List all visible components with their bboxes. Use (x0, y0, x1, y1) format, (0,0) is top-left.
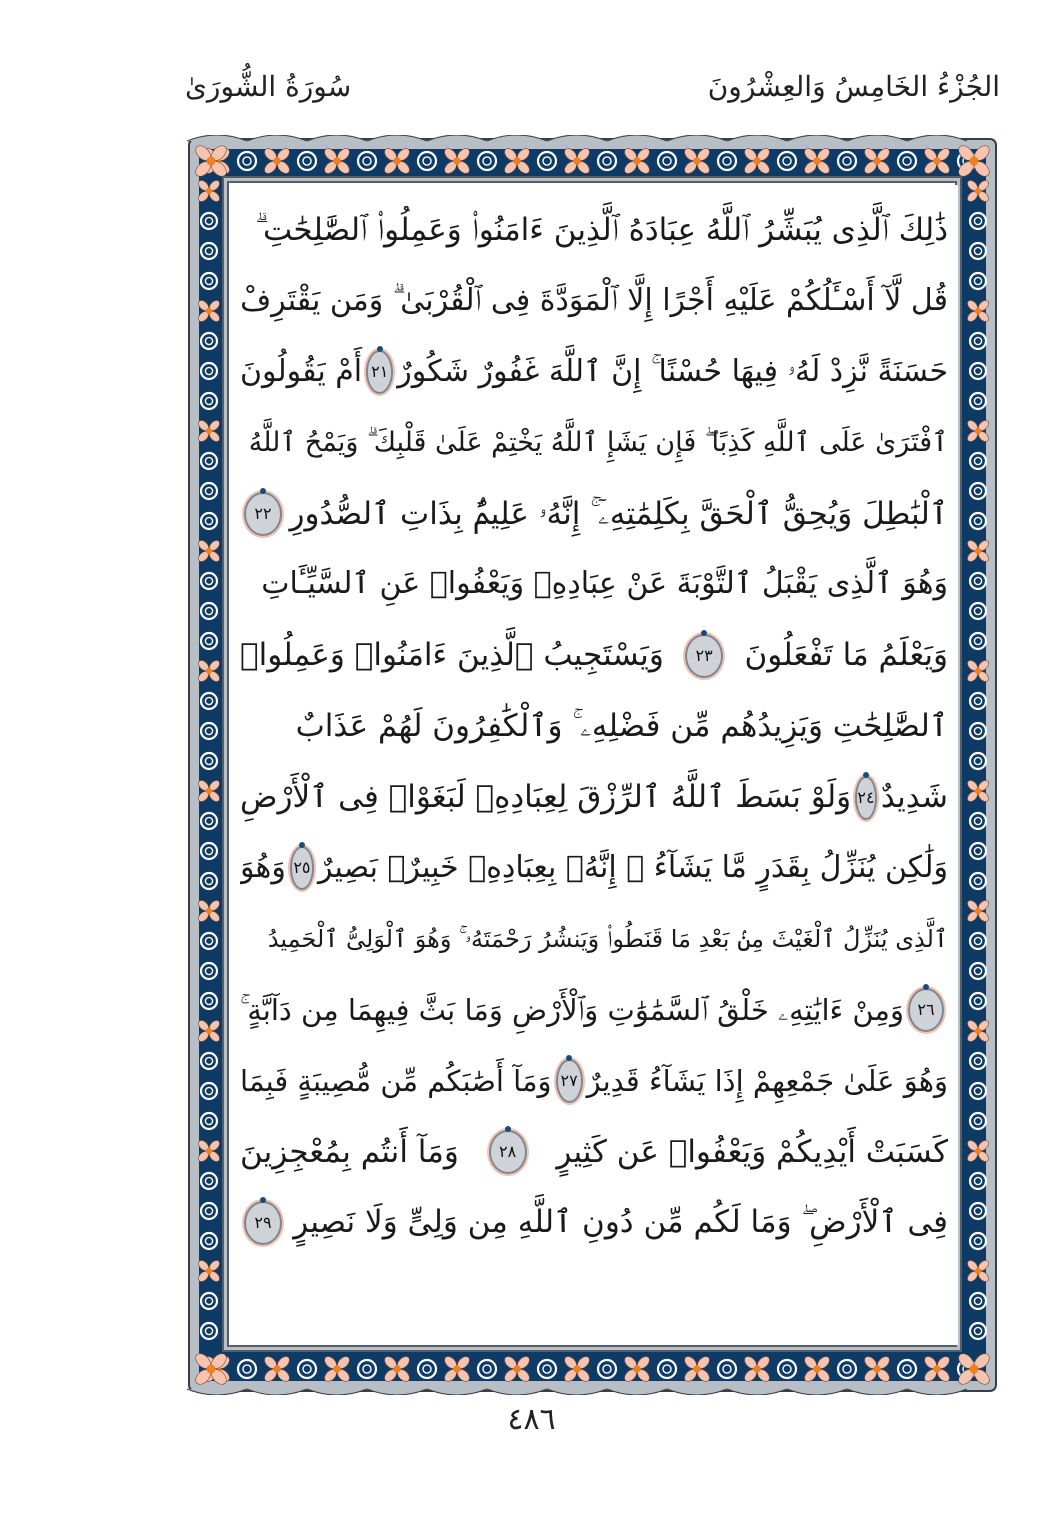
verse-line (240, 904, 948, 975)
verse-line (240, 691, 948, 762)
scallop-bottom (787, 1389, 847, 1395)
verse-text: قُل لَّآ أَسْـَٔلُكُمْ عَلَيْهِ أَجْرًا إِلَّا ٱلْمَوَدَّةَ فِى ٱلْقُرْبَىٰ ۗ وَمَن يَقْتَرِفْ (240, 282, 948, 318)
flower-center (206, 668, 212, 674)
verse-line (240, 479, 948, 550)
verse-line (240, 975, 948, 1046)
verse-line (240, 833, 948, 904)
flower-center (813, 157, 820, 164)
flower-center (333, 157, 340, 164)
flower-center (753, 1365, 760, 1372)
verse-lines (240, 195, 948, 1335)
flower-center (975, 428, 981, 434)
verse-text: وَمَآ أَصَٰبَكُم مِّن مُّصِيبَةٍ فَبِمَا (240, 1063, 552, 1098)
page-header (185, 70, 1000, 110)
scallop-top (727, 135, 787, 141)
scallop-bottom (547, 1389, 607, 1395)
verse-text: ذَٰلِكَ ٱلَّذِى يُبَشِّرُ ٱللَّهُ عِبَادَهُ ٱلَّذِينَ ءَامَنُوا۟ وَعَمِلُوا۟ ٱلصَّٰلِحَٰتِ ۗ (255, 212, 948, 248)
flower-center (975, 188, 981, 194)
verse-line (240, 549, 948, 620)
ayah-number-marker: ٢٢ (244, 492, 282, 536)
flower-center (206, 1028, 212, 1034)
flower-center (206, 788, 212, 794)
verse-text: وَهُوَ (240, 850, 286, 886)
scallop-top (427, 135, 487, 141)
flower-center (206, 188, 212, 194)
scallop-bottom (607, 1389, 667, 1395)
scallop-bottom (187, 1389, 247, 1395)
verse-text: وَلَوْ بَسَطَ ٱللَّهُ ٱلرِّزْقَ لِعِبَادِهِۦ لَبَغَوْا۟ فِى ٱلْأَرْضِ (240, 779, 852, 816)
flower-center (975, 788, 981, 794)
flower-center (693, 1365, 700, 1372)
scallop-top (367, 135, 427, 141)
scallop-top (247, 135, 307, 141)
flower-center (206, 908, 212, 914)
surah-title: سُورَةُ الشُّورَىٰ (185, 70, 352, 103)
verse-text: أَمْ يَقُولُونَ (240, 353, 363, 389)
flower-center (933, 157, 940, 164)
flower-center (970, 1365, 979, 1374)
flower-center (273, 157, 280, 164)
scallop-bottom (667, 1389, 727, 1395)
ayah-number-marker: ٢٣ (685, 634, 723, 678)
verse-line (240, 408, 948, 479)
flower-center (273, 1365, 280, 1372)
flower-center (873, 157, 880, 164)
verse-text: حَسَنَةً نَّزِدْ لَهُۥ فِيهَا حُسْنًا ۚ إِنَّ ٱللَّهَ غَفُورٌ شَكُورٌ (397, 353, 948, 389)
flower-center (207, 1365, 216, 1374)
ayah-number-marker: ٢٩ (244, 1201, 282, 1245)
flower-center (693, 157, 700, 164)
flower-center (207, 157, 216, 166)
flower-center (975, 1028, 981, 1034)
scallop-top (547, 135, 607, 141)
flower-center (975, 908, 981, 914)
ayah-number-marker: ٢٧ (556, 1059, 583, 1103)
scallop-bottom (487, 1389, 547, 1395)
flower-center (393, 1365, 400, 1372)
verse-line (240, 762, 948, 833)
verse-text: ٱلَّذِى يُنَزِّلُ ٱلْغَيْثَ مِنۢ بَعْدِ مَا قَنَطُوا۟ وَيَنشُرُ رَحْمَتَهُۥ ۚ وَهُوَ ٱلْوَلِىُّ ٱلْحَمِيدُ (267, 924, 948, 953)
juz-title: الجُزْءُ الخَامِسُ وَالعِشْرُونَ (707, 70, 1000, 103)
verse-text: ٱلصَّٰلِحَٰتِ وَيَزِيدُهُم مِّن فَضْلِهِۦ ۚ وَٱلْكَٰفِرُونَ لَهُمْ عَذَابٌ (295, 708, 948, 745)
scallop-top (487, 135, 547, 141)
flower-center (975, 1148, 981, 1154)
verse-text: وَمَآ أَنتُم بِمُعْجِزِينَ (240, 1133, 459, 1170)
scallop-top (187, 135, 247, 141)
scallop-bottom (847, 1389, 907, 1395)
flower-center (633, 157, 640, 164)
verse-text: ٱفْتَرَىٰ عَلَى ٱللَّهِ كَذِبًا ۖ فَإِن يَشَإِ ٱللَّهُ يَخْتِمْ عَلَىٰ قَلْبِكَ ۗ وَيَمْحُ ٱللَّهُ (248, 426, 948, 458)
ayah-number-marker: ٢٨ (489, 1130, 527, 1174)
ayah-number-marker: ٢٥ (290, 846, 314, 890)
verse-line (240, 1187, 948, 1258)
verse-line (240, 1117, 948, 1188)
verse-line (240, 337, 948, 408)
scallop-top (667, 135, 727, 141)
flower-center (573, 1365, 580, 1372)
verse-text: فِى ٱلْأَرْضِ ۖ وَمَا لَكُم مِّن دُونِ ٱللَّهِ مِن وَلِىٍّ وَلَا نَصِيرٍ (293, 1204, 948, 1241)
flower-center (513, 157, 520, 164)
ayah-number-marker: ٢٤ (855, 776, 877, 820)
flower-center (206, 1268, 212, 1274)
flower-center (453, 157, 460, 164)
scallop-bottom (727, 1389, 787, 1395)
verse-line (240, 620, 948, 691)
flower-center (573, 157, 580, 164)
verse-line (240, 1046, 948, 1117)
flower-center (206, 428, 212, 434)
verse-text: كَسَبَتْ أَيْدِيكُمْ وَيَعْفُوا۟ عَن كَثِيرٍ (556, 1133, 948, 1170)
verse-text: وَلَٰكِن يُنَزِّلُ بِقَدَرٍ مَّا يَشَآءُ ۚ إِنَّهُۥ بِعِبَادِهِۦ خَبِيرٌۢ بَصِيرٌ (318, 850, 948, 886)
scallop-top (847, 135, 907, 141)
flower-center (975, 668, 981, 674)
scallop-top (787, 135, 847, 141)
verse-text: ٱلْبَٰطِلَ وَيُحِقُّ ٱلْحَقَّ بِكَلِمَٰتِهِۦٓ ۚ إِنَّهُۥ عَلِيمٌۢ بِذَاتِ ٱلصُّدُورِ (289, 495, 948, 532)
verse-text: شَدِيدٌ (880, 779, 948, 816)
flower-center (513, 1365, 520, 1372)
verse-text: وَهُوَ ٱلَّذِى يَقْبَلُ ٱلتَّوْبَةَ عَنْ عِبَادِهِۦ وَيَعْفُوا۟ عَنِ ٱلسَّيِّـَٔاتِ (261, 566, 948, 602)
flower-center (753, 157, 760, 164)
flower-center (970, 157, 979, 166)
ayah-number-marker: ٢١ (366, 350, 393, 394)
flower-center (206, 308, 212, 314)
scallop-bottom (367, 1389, 427, 1395)
ayah-number-marker: ٢٦ (908, 988, 944, 1032)
flower-center (975, 548, 981, 554)
flower-center (393, 157, 400, 164)
verse-text: وَيَعْلَمُ مَا تَفْعَلُونَ (744, 637, 948, 674)
flower-center (453, 1365, 460, 1372)
scallop-top (907, 135, 967, 141)
page-number: ٤٨٦ (507, 1402, 556, 1437)
flower-center (975, 1268, 981, 1274)
scallop-top (607, 135, 667, 141)
verse-line (240, 266, 948, 337)
scallop-bottom (907, 1389, 967, 1395)
scallop-bottom (427, 1389, 487, 1395)
flower-center (873, 1365, 880, 1372)
flower-center (333, 1365, 340, 1372)
scallop-bottom (307, 1389, 367, 1395)
verse-line (240, 195, 948, 266)
verse-text: وَمِنْ ءَايَٰتِهِۦ خَلْقُ ٱلسَّمَٰوَٰتِ وَٱلْأَرْضِ وَمَا بَثَّ فِيهِمَا مِن دَآبَّةٍ ۚ (240, 992, 904, 1027)
scallop-top (307, 135, 367, 141)
flower-center (975, 308, 981, 314)
flower-center (206, 1148, 212, 1154)
flower-center (933, 1365, 940, 1372)
scallop-bottom (247, 1389, 307, 1395)
verse-text: وَيَسْتَجِيبُ ٱلَّذِينَ ءَامَنُوا۟ وَعَمِلُوا۟ (240, 637, 664, 674)
verse-text: وَهُوَ عَلَىٰ جَمْعِهِمْ إِذَا يَشَآءُ قَدِيرٌ (586, 1063, 948, 1098)
flower-center (813, 1365, 820, 1372)
flower-center (206, 548, 212, 554)
flower-center (633, 1365, 640, 1372)
